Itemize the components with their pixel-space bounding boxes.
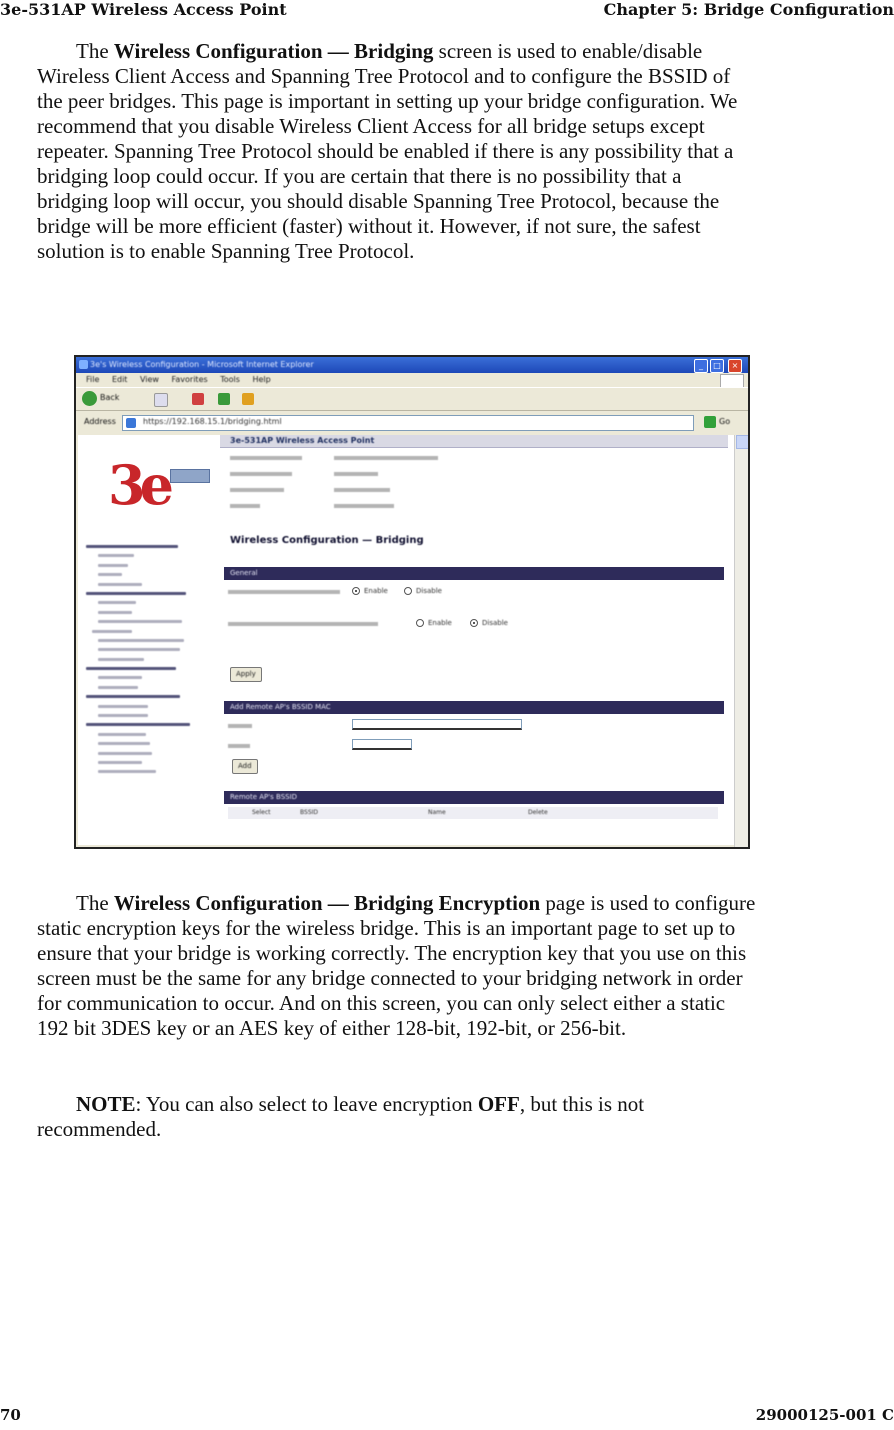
stp-disable-label: Disable bbox=[482, 619, 508, 627]
menu-view[interactable]: View bbox=[139, 375, 159, 384]
nav-item[interactable] bbox=[86, 630, 216, 637]
nav-item[interactable] bbox=[86, 761, 216, 768]
address-label: Address bbox=[84, 417, 116, 426]
minimize-button[interactable]: _ bbox=[694, 359, 708, 373]
nav-item[interactable] bbox=[86, 742, 216, 749]
bssid-input[interactable] bbox=[352, 719, 522, 730]
section-peer-bssid bbox=[224, 701, 724, 714]
client-access-enable-label: Enable bbox=[364, 587, 388, 595]
refresh-icon[interactable] bbox=[218, 393, 230, 405]
nav-item[interactable] bbox=[86, 583, 216, 590]
page-icon bbox=[126, 418, 136, 428]
browser-content bbox=[78, 435, 734, 845]
section-remote-list bbox=[224, 791, 724, 804]
wireless-client-access-row bbox=[228, 585, 708, 599]
maximize-button[interactable]: □ bbox=[710, 359, 724, 373]
info-row bbox=[230, 483, 710, 499]
nav-item[interactable] bbox=[86, 573, 216, 580]
p1-lead: The bbox=[76, 39, 114, 63]
go-label[interactable]: Go bbox=[719, 417, 731, 426]
client-access-disable-label: Disable bbox=[416, 587, 442, 595]
go-icon[interactable] bbox=[704, 416, 716, 428]
p1-body: screen is used to enable/disable Wireless Client Access and Spanning Tree Protocol and to configure the BSSID of the peer bridges. This page is important in setting up your bridge configuration. We recommend that you disable Wireless Client Access for all bridge setups except repeater. Spanning Tree Protocol should be enabled if there is any possibility that a bridging loop could occur. If you are certain that there is no possibility that a bridging loop will occur, you should disable Spanning Tree Protocol, because the bridge will be more efficient (faster) without it. However, if not sure, the safest solution is to enable Spanning Tree Protocol. bbox=[37, 39, 738, 263]
menu-bar bbox=[76, 373, 748, 386]
3e-logo: 3e bbox=[108, 453, 168, 517]
windows-logo-icon bbox=[720, 374, 744, 388]
menu-help[interactable]: Help bbox=[252, 375, 271, 384]
info-row bbox=[230, 451, 710, 467]
bridging-screenshot-figure bbox=[74, 355, 750, 849]
p1-bold-term: Wireless Configuration — Bridging bbox=[113, 39, 434, 63]
stp-enable-radio[interactable] bbox=[416, 619, 424, 627]
window-titlebar bbox=[76, 357, 748, 373]
nav-item[interactable] bbox=[86, 714, 216, 721]
col-select: Select bbox=[252, 809, 271, 816]
name-input[interactable] bbox=[352, 739, 412, 750]
nav-item[interactable] bbox=[86, 752, 216, 759]
device-header-text: 3e-531AP Wireless Access Point bbox=[230, 436, 375, 445]
section-list-title: Remote AP's BSSID bbox=[230, 793, 298, 801]
add-button-label: Add bbox=[238, 762, 252, 770]
menu-edit[interactable]: Edit bbox=[111, 375, 128, 384]
section-general-title: General bbox=[230, 569, 258, 577]
main-pane bbox=[220, 435, 728, 845]
nav-item[interactable] bbox=[86, 648, 216, 655]
note-label: NOTE bbox=[76, 1092, 136, 1116]
bssid-table-header bbox=[228, 807, 718, 819]
nav-item[interactable] bbox=[86, 564, 216, 571]
apply-button[interactable] bbox=[230, 667, 262, 682]
info-row bbox=[230, 499, 710, 515]
stp-disable-radio[interactable] bbox=[470, 619, 478, 627]
intro-paragraph bbox=[37, 39, 757, 264]
nav-item[interactable] bbox=[86, 770, 216, 777]
sidebar-nav bbox=[86, 543, 216, 778]
col-bssid: BSSID bbox=[300, 809, 319, 816]
col-name: Name bbox=[428, 809, 446, 816]
p2-bold-term: Wireless Configuration — Bridging Encryption bbox=[113, 891, 541, 915]
close-button[interactable]: × bbox=[728, 359, 742, 373]
stp-enable-label: Enable bbox=[428, 619, 452, 627]
nav-item[interactable] bbox=[86, 601, 216, 608]
nav-item[interactable] bbox=[86, 695, 216, 702]
home-icon[interactable] bbox=[242, 393, 254, 405]
page-title: Wireless Configuration — Bridging bbox=[230, 535, 424, 546]
nav-item[interactable] bbox=[86, 592, 216, 599]
browser-toolbar bbox=[76, 387, 748, 411]
ie-icon bbox=[79, 360, 88, 369]
note-mid: : You can also select to leave encryption bbox=[135, 1092, 478, 1116]
nav-item[interactable] bbox=[86, 733, 216, 740]
note-rest: , but this is not recommended. bbox=[37, 1092, 645, 1141]
p2-lead: The bbox=[76, 891, 114, 915]
info-row bbox=[230, 467, 710, 483]
page-number: 70 bbox=[0, 1406, 21, 1424]
nav-item[interactable] bbox=[86, 554, 216, 561]
menu-favorites[interactable]: Favorites bbox=[171, 375, 208, 384]
device-header bbox=[220, 435, 728, 448]
back-icon[interactable] bbox=[82, 391, 97, 406]
nav-item[interactable] bbox=[86, 658, 216, 665]
back-label[interactable]: Back bbox=[100, 393, 120, 402]
note-off: OFF bbox=[477, 1092, 520, 1116]
scroll-up-icon[interactable] bbox=[736, 435, 750, 449]
nav-item[interactable] bbox=[86, 686, 216, 693]
note-paragraph bbox=[37, 1092, 757, 1142]
p2-body: page is used to configure static encryption keys for the wireless bridge. This is an important page to set up to ensure that your bridge is working correctly. The encryption key that you use on this screen must be the same for any bridge connected to your bridging network in order for communication to occur. And on this screen, you can only select either a static 192 bit 3DES key or an AES key of either 128-bit, 192-bit, or 256-bit. bbox=[37, 891, 756, 1040]
menu-tools[interactable]: Tools bbox=[220, 375, 240, 384]
vertical-scrollbar[interactable] bbox=[734, 435, 749, 847]
encryption-paragraph bbox=[37, 891, 757, 1041]
address-bar bbox=[76, 411, 748, 433]
section-peer-title: Add Remote AP's BSSID MAC bbox=[230, 703, 331, 711]
logo-badge bbox=[170, 469, 210, 483]
name-input-row bbox=[228, 739, 708, 753]
window-title: 3e's Wireless Configuration - Microsoft Internet Explorer bbox=[90, 360, 314, 369]
spanning-tree-row bbox=[228, 617, 708, 631]
add-button[interactable] bbox=[232, 759, 258, 774]
nav-item[interactable] bbox=[86, 723, 216, 730]
forward-icon[interactable] bbox=[154, 393, 168, 407]
menu-file[interactable]: File bbox=[86, 375, 100, 384]
apply-button-label: Apply bbox=[236, 670, 256, 678]
nav-item[interactable] bbox=[86, 545, 216, 552]
nav-item[interactable] bbox=[86, 611, 216, 618]
address-value: https://192.168.15.1/bridging.html bbox=[143, 417, 282, 426]
running-header-left: 3e-531AP Wireless Access Point bbox=[0, 0, 287, 19]
col-delete: Delete bbox=[528, 809, 548, 816]
client-access-enable-radio[interactable] bbox=[352, 587, 360, 595]
document-number: 29000125-001 C bbox=[755, 1406, 894, 1424]
nav-item[interactable] bbox=[86, 705, 216, 712]
section-general bbox=[224, 567, 724, 580]
nav-item[interactable] bbox=[86, 676, 216, 683]
nav-item[interactable] bbox=[86, 620, 216, 627]
client-access-disable-radio[interactable] bbox=[404, 587, 412, 595]
nav-item[interactable] bbox=[86, 639, 216, 646]
nav-item[interactable] bbox=[86, 667, 216, 674]
stop-icon[interactable] bbox=[192, 393, 204, 405]
running-header-right: Chapter 5: Bridge Configuration bbox=[603, 0, 894, 19]
address-input[interactable] bbox=[122, 415, 694, 431]
